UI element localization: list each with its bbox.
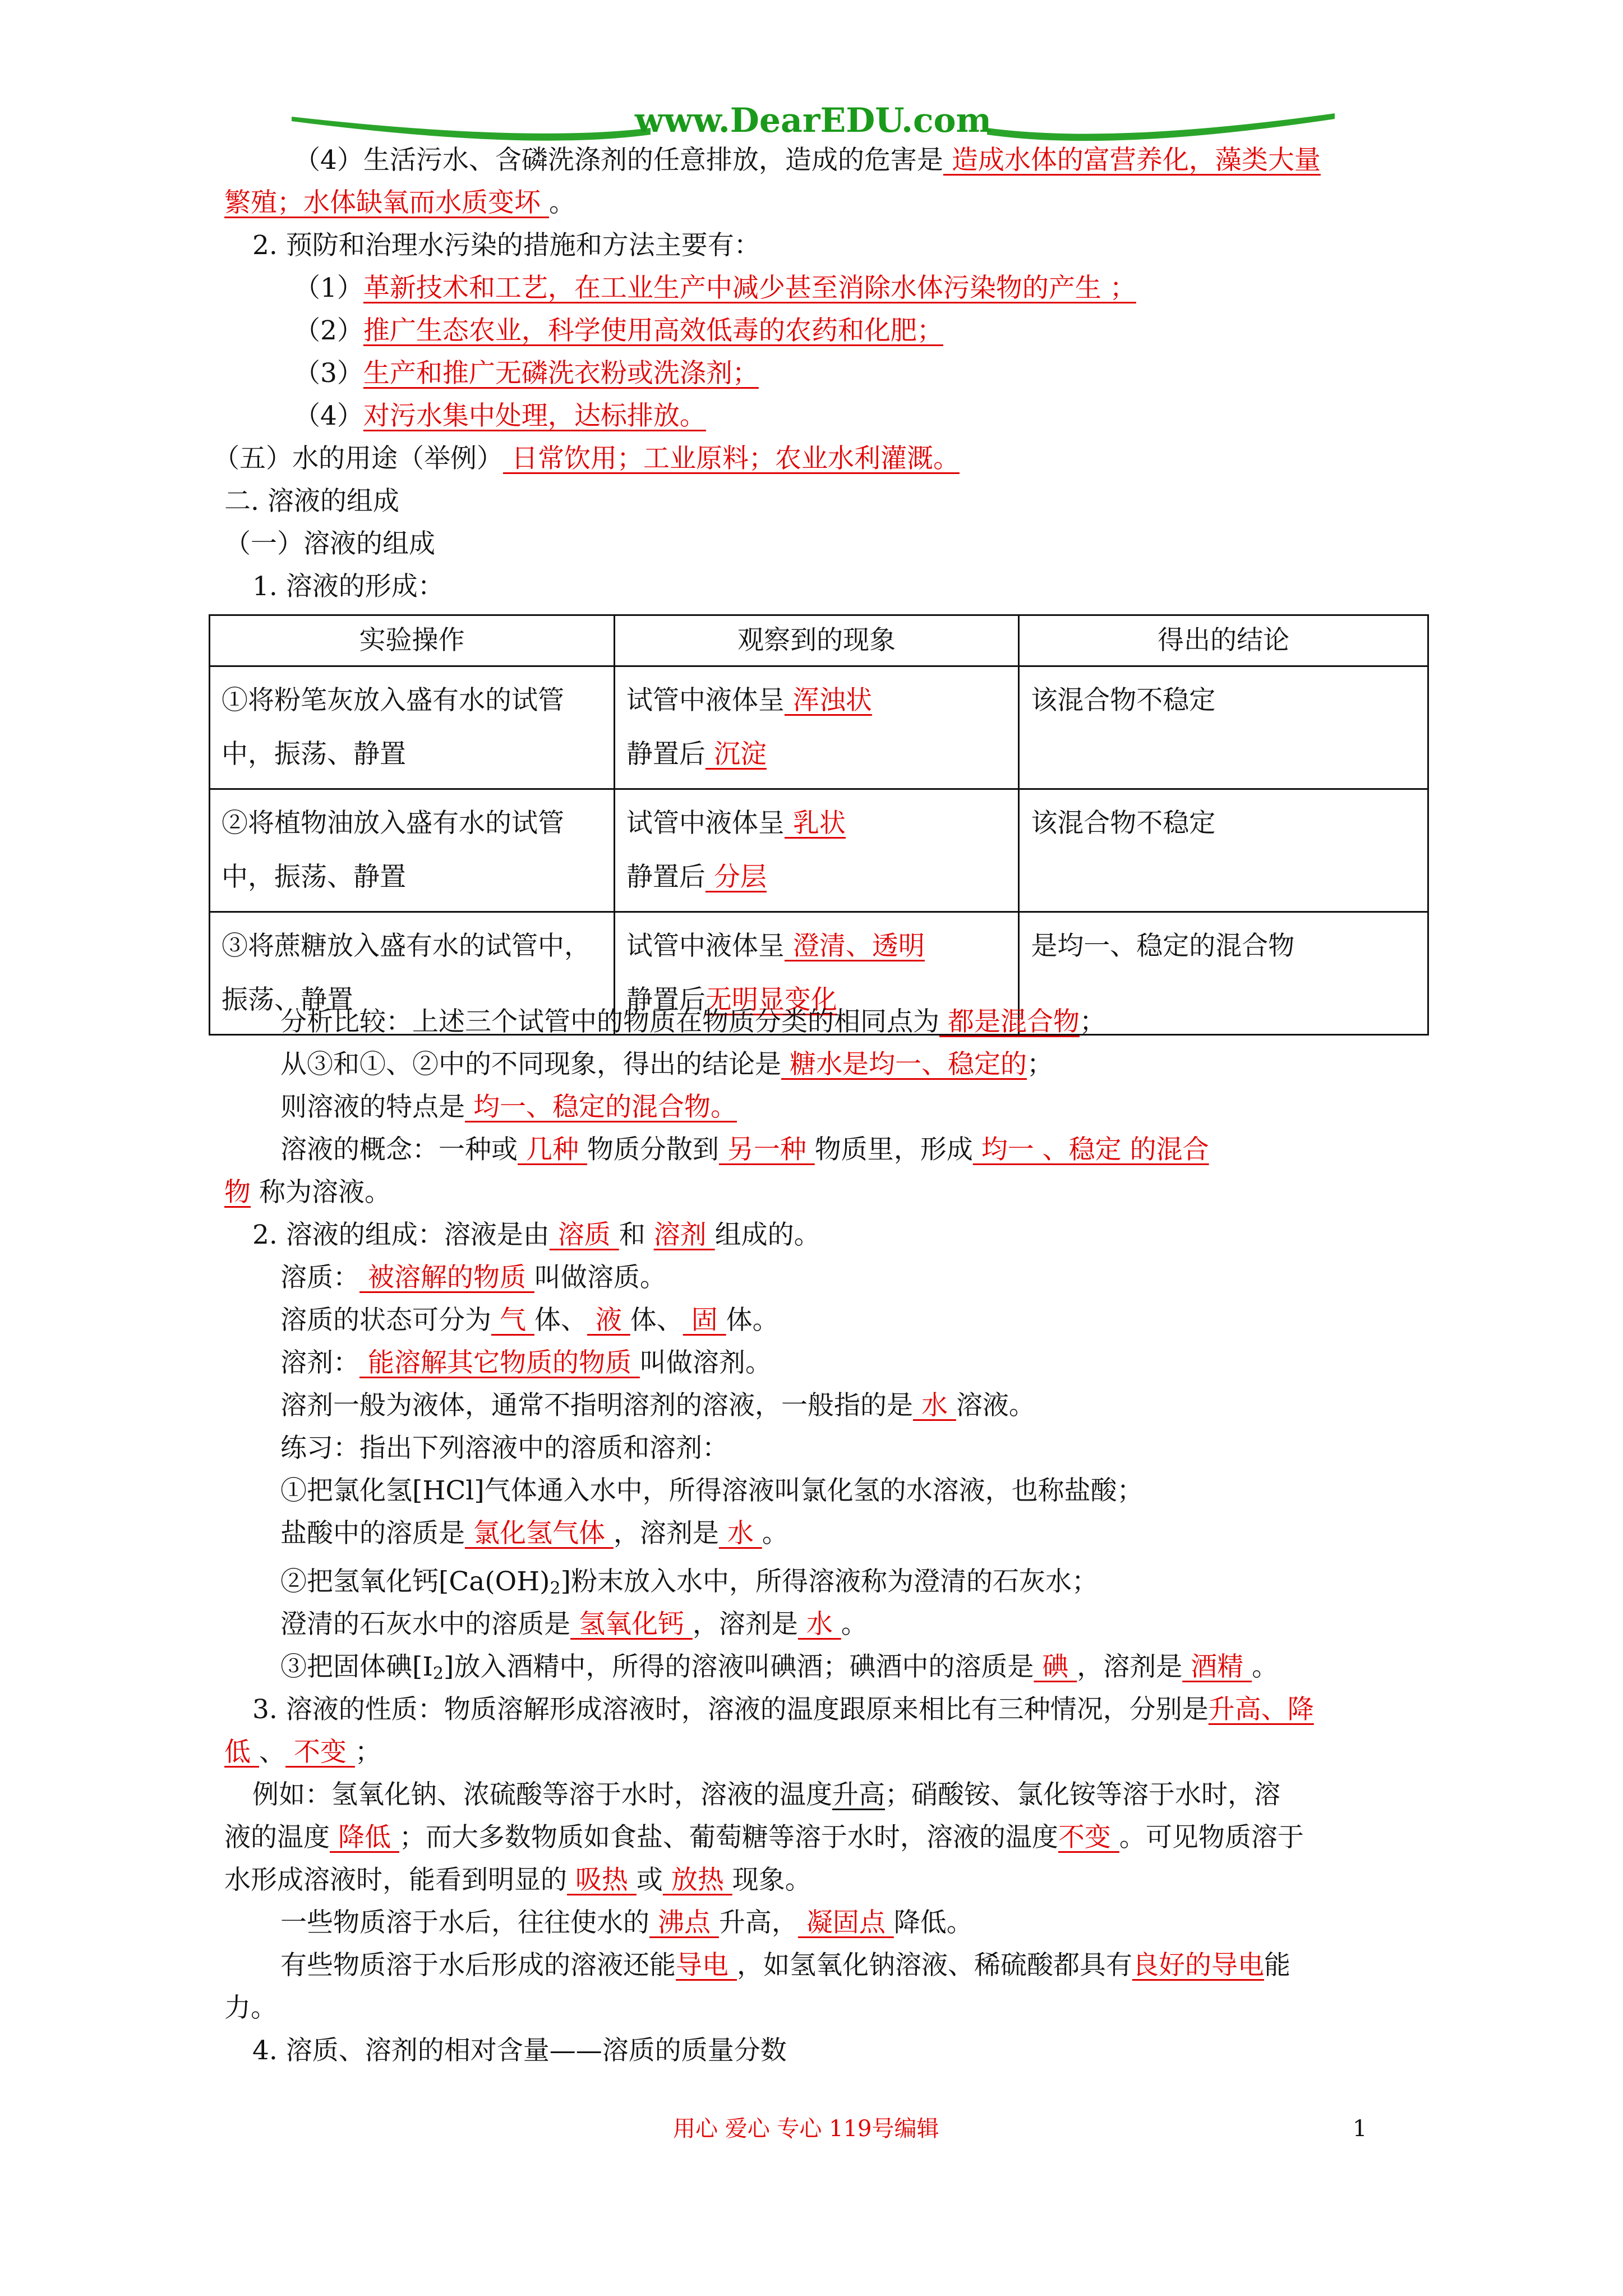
table-header-cell: 实验操作 [210, 615, 615, 666]
text-line-3: 2. 预防和治理水污染的措施和方法主要有： [252, 230, 760, 261]
experiment-table [209, 614, 1429, 1036]
text-line-a6: 2. 溶液的组成：溶液是由 溶质 和 溶剂 组成的。 [252, 1220, 820, 1250]
text-line-7: （4）对污水集中处理，达标排放。 [294, 401, 706, 431]
text-line-a16: ③把固体碘$[I_2]$放入酒精中，所得的溶液叫碘酒；碘酒中的溶质是 碘 ，溶剂是 酒精 。 [280, 1651, 1279, 1683]
text-line-a11: 练习：指出下列溶液中的溶质和溶剂： [280, 1433, 728, 1464]
table-header-cell: 观察到的现象 [614, 615, 1018, 666]
table-cell-phenomenon: 试管中液体呈 乳状 静置后 分层 [614, 789, 1018, 912]
table-cell-conclusion: 是均一、稳定的混合物 [1019, 912, 1428, 1035]
text-line-a25: 4. 溶质、溶剂的相对含量——溶质的质量分数 [252, 2035, 787, 2066]
text-line-a18: 低 、 不变 ； [224, 1737, 381, 1768]
text-line-2: 繁殖；水体缺氧而水质变坏 。 [224, 187, 575, 218]
table-header-row [210, 615, 1428, 666]
table-cell-phenomenon: 试管中液体呈 浑浊状 静置后 沉淀 [614, 666, 1018, 789]
table-cell-operation: ②将植物油放入盛有水的试管 中，振荡、静置 [210, 789, 615, 912]
table-cell-conclusion: 该混合物不稳定 [1019, 789, 1428, 912]
text-line-a21: 水形成溶液时，能看到明显的 吸热 或 放热 现象。 [224, 1865, 811, 1895]
text-line-a17: 3. 溶液的性质：物质溶解形成溶液时，溶液的温度跟原来相比有三种情况，分别是升高、降 [252, 1694, 1314, 1725]
table-cell-phenomenon: 试管中液体呈 澄清、透明 静置后无明显变化 [614, 912, 1018, 1035]
text-line-a1: 分析比较：上述三个试管中的物质在物质分类的相同点为 都是混合物； [280, 1006, 1106, 1037]
text-line-a9: 溶剂： 能溶解其它物质的物质 叫做溶剂。 [280, 1347, 772, 1378]
page-number: 1 [1353, 2116, 1367, 2142]
text-line-1: （4）生活污水、含磷洗涤剂的任意排放，造成的危害是 造成水体的富营养化，藻类大量 [294, 145, 1321, 176]
table-header-cell: 得出的结论 [1019, 615, 1428, 666]
footer-editor-note: 用心 爱心 专心 119号编辑 [673, 2116, 939, 2142]
text-line-a3: 则溶液的特点是 均一、稳定的混合物。 [280, 1092, 737, 1122]
text-line-a24: 力。 [224, 1993, 277, 2023]
text-line-11: 1. 溶液的形成： [252, 571, 444, 602]
site-url: www.DearEDU.com [634, 101, 992, 140]
table-cell-operation: ③将蔗糖放入盛有水的试管中， 振荡、静置 [210, 912, 615, 1035]
text-line-a5: 物 称为溶液。 [224, 1177, 391, 1208]
text-line-a20: 液的温度 降低 ；而大多数物质如食盐、葡萄糖等溶于水时，溶液的温度不变 。可见物质溶于 [224, 1822, 1304, 1853]
text-line-a23: 有些物质溶于水后形成的溶液还能导电 ，如氢氧化钠溶液、稀硫酸都具有良好的导电能 [280, 1950, 1290, 1981]
table-row [210, 666, 1428, 789]
text-line-a22: 一些物质溶于水后，往往使水的 沸点 升高， 凝固点 降低。 [280, 1907, 973, 1938]
section-heading-2: 二. 溶液的组成 [224, 486, 399, 517]
table-row [210, 789, 1428, 912]
text-line-4: （1）革新技术和工艺，在工业生产中减少甚至消除水体污染物的产生 ； [294, 273, 1136, 303]
text-line-a13: 盐酸中的溶质是 氯化氢气体 ，溶剂是 水 。 [280, 1518, 789, 1549]
text-line-6: （3）生产和推广无磷洗衣粉或洗涤剂； [294, 358, 759, 389]
text-line-a10: 溶剂一般为液体，通常不指明溶剂的溶液，一般指的是 水 溶液。 [280, 1390, 1035, 1421]
table-cell-conclusion: 该混合物不稳定 [1019, 666, 1428, 789]
text-line-a2: 从③和①、②中的不同现象，得出的结论是 糖水是均一、稳定的； [280, 1049, 1053, 1080]
text-line-a4: 溶液的概念：一种或 几种 物质分散到 另一种 物质里，形成 均一 、稳定 的混合 [280, 1134, 1209, 1165]
subsection-heading-1: （一）溶液的组成 [224, 528, 435, 559]
text-line-a14: ②把氢氧化钙$[Ca(OH)_2]$粉末放入水中，所得溶液称为澄清的石灰水； [280, 1566, 1098, 1598]
text-line-a12: ①把氯化氢[HCl]气体通入水中，所得溶液叫氯化氢的水溶液，也称盐酸； [280, 1475, 1144, 1506]
text-line-a7: 溶质： 被溶解的物质 叫做溶质。 [280, 1262, 666, 1293]
text-line-a19: 例如：氢氧化钠、浓硫酸等溶于水时，溶液的温度升高；硝酸铵、氯化铵等溶于水时，溶 [252, 1779, 1280, 1810]
text-line-a15: 澄清的石灰水中的溶质是 氢氧化钙 ，溶剂是 水 。 [280, 1609, 868, 1640]
text-line-5: （2）推广生态农业，科学使用高效低毒的农药和化肥； [294, 315, 943, 346]
table-cell-operation: ①将粉笔灰放入盛有水的试管 中，振荡、静置 [210, 666, 615, 789]
text-line-a8: 溶质的状态可分为 气 体、 液 体、 固 体。 [280, 1305, 779, 1336]
text-line-8: （五）水的用途（举例） 日常饮用；工业原料；农业水利灌溉。 [213, 443, 960, 474]
